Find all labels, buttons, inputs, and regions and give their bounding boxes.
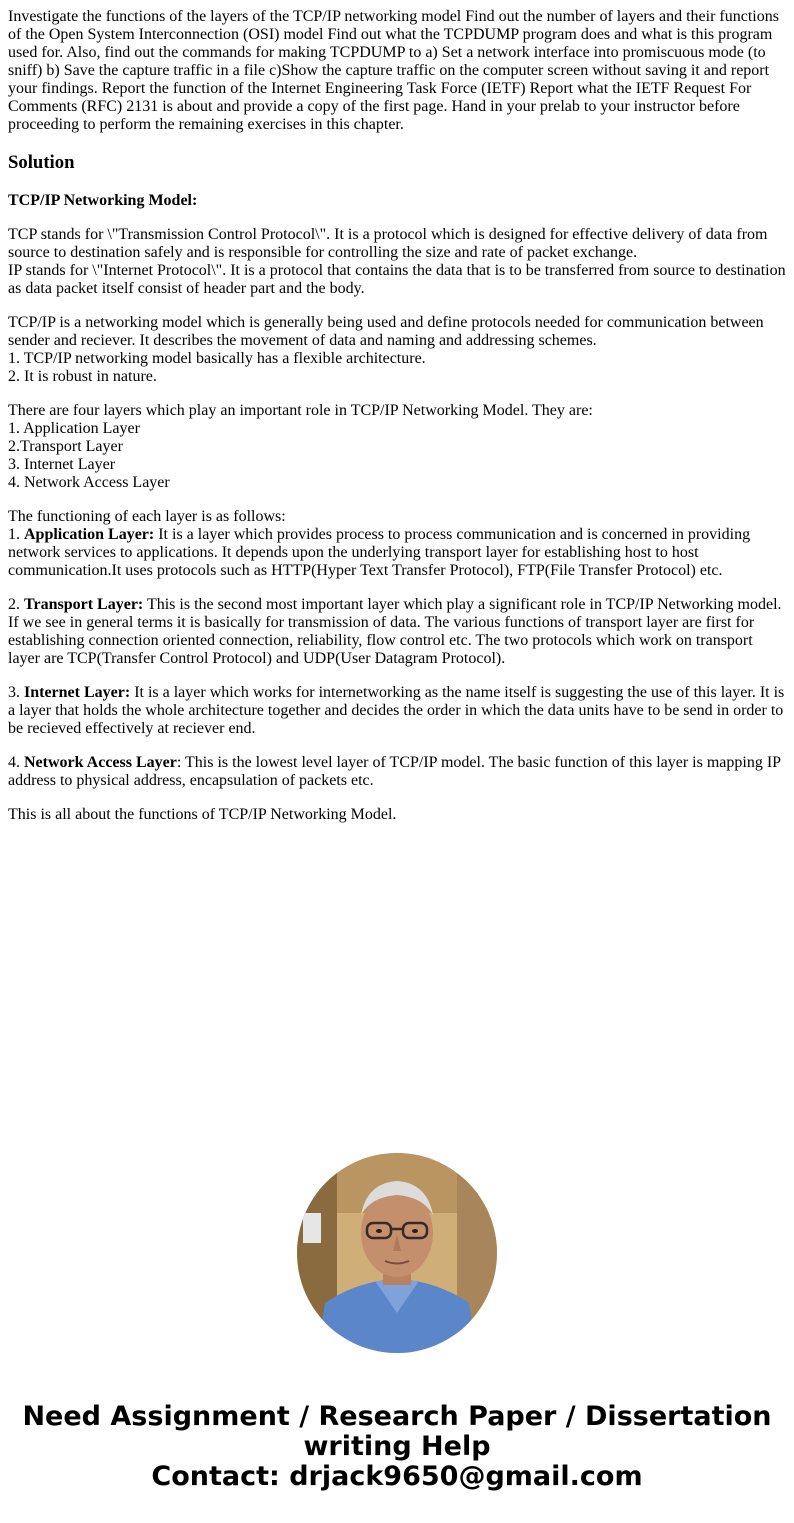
intro-paragraph [8, 226, 786, 298]
layer-description: This is the second most important layer which play a significant role in TCP/IP Networking model. If we see in general terms it is basically for transmission of data. The various functions of transport layer are first for establishing connection oriented connection, reliability, flow control etc. The two protocols which work on transport layer are TCP(Transfer Control Protocol) and UDP(User Datagram Protocol). [8, 596, 782, 667]
layer-name: Internet Layer: [24, 684, 131, 701]
author-avatar [297, 1153, 497, 1353]
layers-intro: There are four layers which play an important role in TCP/IP Networking Model. They are: [8, 402, 593, 419]
layers-paragraph [8, 402, 786, 492]
layer-function-network-access [8, 754, 786, 790]
solution-heading: Solution [8, 152, 75, 173]
model-point: 1. TCP/IP networking model basically has a flexible architecture. [8, 350, 426, 367]
layer-number: 1. [8, 526, 24, 543]
question-text: Investigate the functions of the layers of the TCP/IP networking model Find out the number of layers and their functions of the Open System Interconnection (OSI) model Find out what the TCPDUMP program does and what is this program used for. Also, find out the commands for making TCPDUMP to a) Set a network interface into promiscuous mode (to sniff) b) Save the capture traffic in a file c)Show the capture traffic on the computer screen without saving it and report your findings. Report the function of the Internet Engineering Task Force (IETF) Report what the IETF Request For Comments (RFC) 2131 is about and provide a copy of the first page. Hand in your prelab to your instructor before proceeding to perform the remaining exercises in this chapter. [8, 8, 779, 133]
layer-list-item: 3. Internet Layer [8, 456, 116, 473]
layer-name: Network Access Layer [24, 754, 177, 771]
layer-function-transport [8, 596, 786, 668]
layer-list-item: 4. Network Access Layer [8, 474, 170, 491]
layer-number: 4. [8, 754, 24, 771]
model-point: 2. It is robust in nature. [8, 368, 157, 385]
model-heading: TCP/IP Networking Model: [8, 192, 198, 209]
footer-contact: Contact: drjack9650@gmail.com [151, 1461, 643, 1492]
functions-intro: The functioning of each layer is as follows: [8, 508, 286, 525]
tcp-definition: TCP stands for \"Transmission Control Protocol\". It is a protocol which is designed for effective delivery of data from source to destination safely and is responsible for controlling the size and rate of packet exchange. [8, 226, 768, 261]
avatar-portrait [297, 1153, 497, 1353]
ip-definition: IP stands for \"Internet Protocol\". It is a protocol that contains the data that is to be transferred from source to destination as data packet itself consist of header part and the body. [8, 262, 786, 297]
layer-list-item: 2.Transport Layer [8, 438, 123, 455]
footer-banner [0, 1402, 794, 1492]
footer-line: writing Help [303, 1431, 491, 1462]
layer-number: 2. [8, 596, 24, 613]
layer-list-item: 1. Application Layer [8, 420, 140, 437]
footer-line: Need Assignment / Research Paper / Dissertation [22, 1401, 772, 1432]
layer-description: It is a layer which works for internetworking as the name itself is suggesting the use of this layer. It is a layer that holds the whole architecture together and decides the order in which the data units have to be send in order to be recieved effectively at reciever end. [8, 684, 785, 737]
layer-description: It is a layer which provides process to process communication and is concerned in providing network services to applications. It depends upon the underlying transport layer for establishing host to host communication.It uses protocols such as HTTP(Hyper Text Transfer Protocol), FTP(File Transfer Protocol) etc. [8, 526, 751, 579]
conclusion: This is all about the functions of TCP/IP Networking Model. [8, 806, 397, 823]
layer-function-application [8, 508, 786, 580]
layer-name: Application Layer: [24, 526, 155, 543]
layer-number: 3. [8, 684, 24, 701]
model-description-text: TCP/IP is a networking model which is generally being used and define protocols needed for communication between sender and reciever. It describes the movement of data and naming and addressing schemes. [8, 314, 764, 349]
layer-description: : This is the lowest level layer of TCP/IP model. The basic function of this layer is mapping IP address to physical address, encapsulation of packets etc. [8, 754, 781, 789]
layer-function-internet [8, 684, 786, 738]
model-description [8, 314, 786, 386]
layer-name: Transport Layer: [24, 596, 144, 613]
